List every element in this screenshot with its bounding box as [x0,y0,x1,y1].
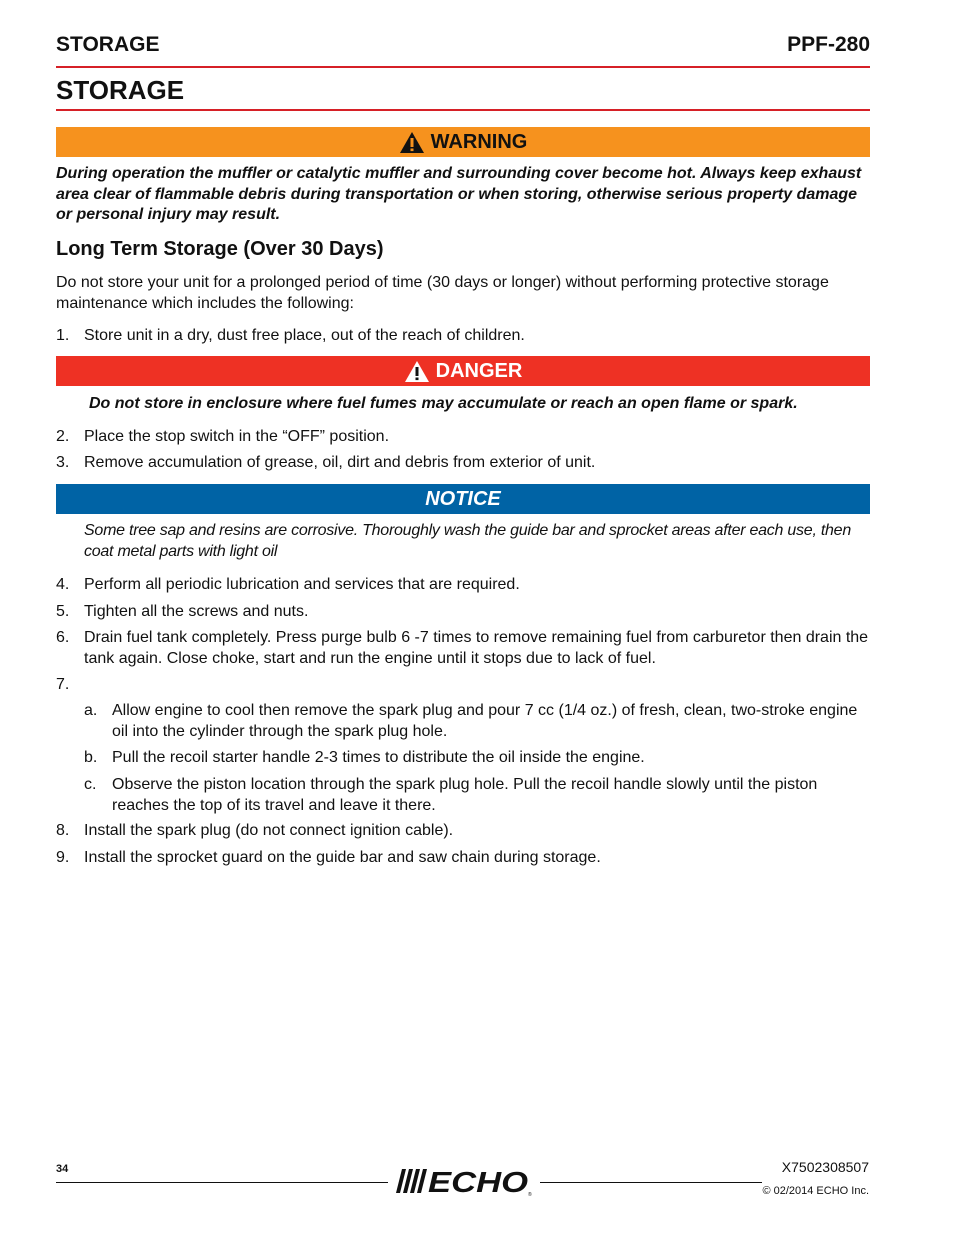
footer-divider-left [56,1182,388,1183]
page-number: 34 [56,1163,69,1175]
danger-triangle-icon [404,360,430,383]
header-section-title: STORAGE [56,33,160,56]
list-item-number: 3. [56,454,70,471]
list-item-text: Install the spark plug (do not connect ignition cable). [84,822,454,839]
list-item-number: 4. [56,576,70,593]
svg-text:®: ® [528,1192,532,1198]
sub-list-item-text: Pull the recoil starter handle 2-3 times to distribute the oil inside the engine. [112,749,645,766]
list-item-number: 6. [56,629,70,646]
danger-text: Do not store in enclosure where fuel fumes may accumulate or reach an open flame or spark. [89,395,798,412]
page-title: STORAGE [56,75,185,105]
notice-text: Some tree sap and resins are corrosive. Thoroughly wash the guide bar and sprocket areas after each use, then coat metal parts with light oil [84,522,851,560]
title-divider [56,109,870,111]
document-code: X7502308507 [781,1159,869,1175]
intro-paragraph: Do not store your unit for a prolonged period of time (30 days or longer) without performing protective storage maintenance which includes the following: [56,274,829,312]
list-item-number: 1. [56,327,70,344]
sub-list-item-text: Observe the piston location through the spark plug hole. Pull the recoil handle slowly until the piston reaches the top of its travel and leave it there. [112,776,818,814]
list-item-number: 7. [56,676,70,693]
warning-banner [56,127,870,157]
sub-list-item-letter: a. [84,702,98,719]
notice-banner [56,484,870,514]
list-item-number: 9. [56,849,70,866]
footer-divider-right [540,1182,762,1183]
header-divider [56,66,870,68]
list-item-text: Tighten all the screws and nuts. [84,603,309,620]
echo-logo [392,1163,538,1199]
danger-label: DANGER [435,359,523,382]
danger-banner [56,356,870,386]
copyright: © 02/2014 ECHO Inc. [762,1185,869,1197]
list-item-number: 5. [56,603,70,620]
section-heading: Long Term Storage (Over 30 Days) [56,238,384,260]
notice-label: NOTICE [425,487,501,510]
list-item-text: Drain fuel tank completely. Press purge bulb 6 -7 times to remove remaining fuel from carburetor then drain the tank again. Close choke, start and run the engine until it stops due to lack of fuel. [84,629,869,667]
header-model-number: PPF-280 [787,33,870,56]
warning-label: WARNING [430,130,528,153]
list-item-text: Perform all periodic lubrication and services that are required. [84,576,520,593]
list-item-text: Store unit in a dry, dust free place, out of the reach of children. [84,327,525,344]
echo-logo-wordmark: ECHO [428,1167,529,1199]
list-item-text: Install the sprocket guard on the guide bar and saw chain during storage. [84,849,601,866]
sub-list-item-letter: b. [84,749,98,766]
sub-list-item-letter: c. [84,776,97,793]
list-item-text: Remove accumulation of grease, oil, dirt and debris from exterior of unit. [84,454,596,471]
sub-list-item-text: Allow engine to cool then remove the spark plug and pour 7 cc (1/4 oz.) of fresh, clean, two-stroke engine oil into the cylinder through the spark plug hole. [112,702,858,740]
list-item-number: 2. [56,428,70,445]
warning-text: During operation the muffler or catalytic muffler and surrounding cover become hot. Always keep exhaust area clear of flammable debris during transportation or when storing, otherwise serious property damage or personal injury may result. [56,165,862,223]
list-item-number: 8. [56,822,70,839]
list-item-text: Place the stop switch in the “OFF” position. [84,428,390,445]
warning-triangle-icon [399,131,425,154]
